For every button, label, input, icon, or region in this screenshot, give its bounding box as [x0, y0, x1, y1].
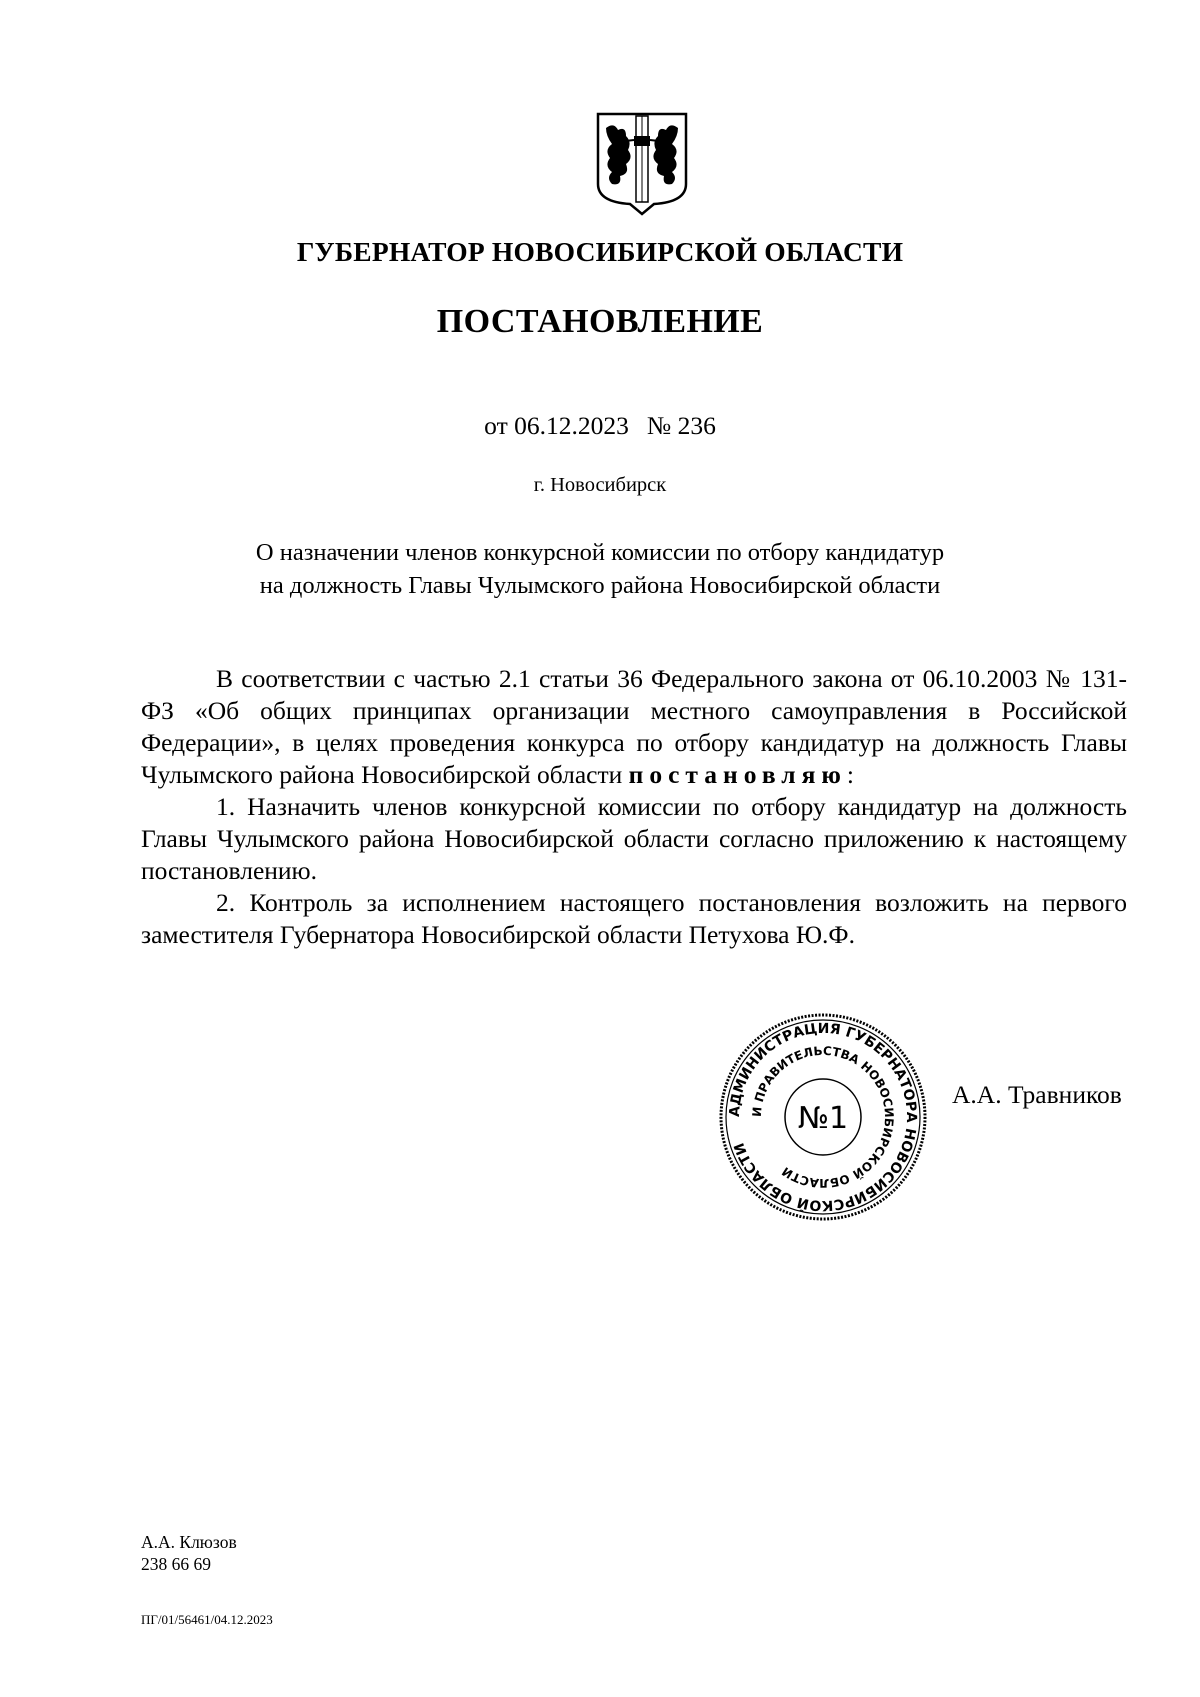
issuing-authority: ГУБЕРНАТОР НОВОСИБИРСКОЙ ОБЛАСТИ	[296, 236, 904, 267]
date-number-line	[0, 411, 1200, 441]
document-type: ПОСТАНОВЛЕНИЕ	[436, 303, 764, 340]
registration-number: ПГ/01/56461/04.12.2023	[141, 1612, 273, 1627]
signer-name: А.А. Травников	[952, 1080, 1122, 1109]
executor-phone: 238 66 69	[141, 1554, 211, 1574]
coat-of-arms-icon	[596, 112, 688, 216]
item-1: 1. Назначить членов конкурсной комиссии по отбору кандидатур на должность Главы Чулымского района Новосибирской области согласно приложению к настоящему постановлению.	[141, 792, 1127, 885]
preamble-paragraph	[141, 663, 1127, 791]
document-date: 06.12.2023	[514, 411, 629, 440]
title-line-1: О назначении членов конкурсной комиссии по отбору кандидатур	[255, 539, 945, 566]
title-line-2: на должность Главы Чулымского района Новосибирской области	[259, 572, 941, 599]
preamble-text: В соответствии с частью 2.1 статьи 36 Федерального закона от 06.10.2003 № 131-ФЗ «Об общих принципах организации местного самоуправления в Российской Федерации», в целях проведения конкурса по отбору кандидатур на должность Главы Чулымского района Новосибирской области	[141, 664, 1127, 789]
decree-colon: :	[846, 760, 854, 789]
seal-inner-text: И ПРАВИТЕЛЬСТВА НОВОСИБИРСКОЙ ОБЛАСТИ	[749, 1043, 897, 1191]
document-body	[141, 663, 1127, 951]
decree-word: постановляю	[628, 760, 847, 789]
city: г. Новосибирск	[533, 474, 667, 496]
seal-number: №1	[797, 1101, 849, 1136]
item-2: 2. Контроль за исполнением настоящего постановления возложить на первого заместителя Губернатора Новосибирской области Петухова Ю.Ф.	[141, 888, 1127, 949]
date-prefix: от	[484, 411, 508, 440]
executor-block	[141, 1531, 237, 1575]
document-number: № 236	[646, 411, 716, 440]
executor-name: А.А. Клюзов	[141, 1532, 237, 1552]
document-title	[0, 536, 1200, 602]
seal-outer-text: АДМИНИСТРАЦИЯ ГУБЕРНАТОРА НОВОСИБИРСКОЙ ОБЛАСТИ	[726, 1020, 920, 1214]
official-seal	[718, 1012, 928, 1222]
